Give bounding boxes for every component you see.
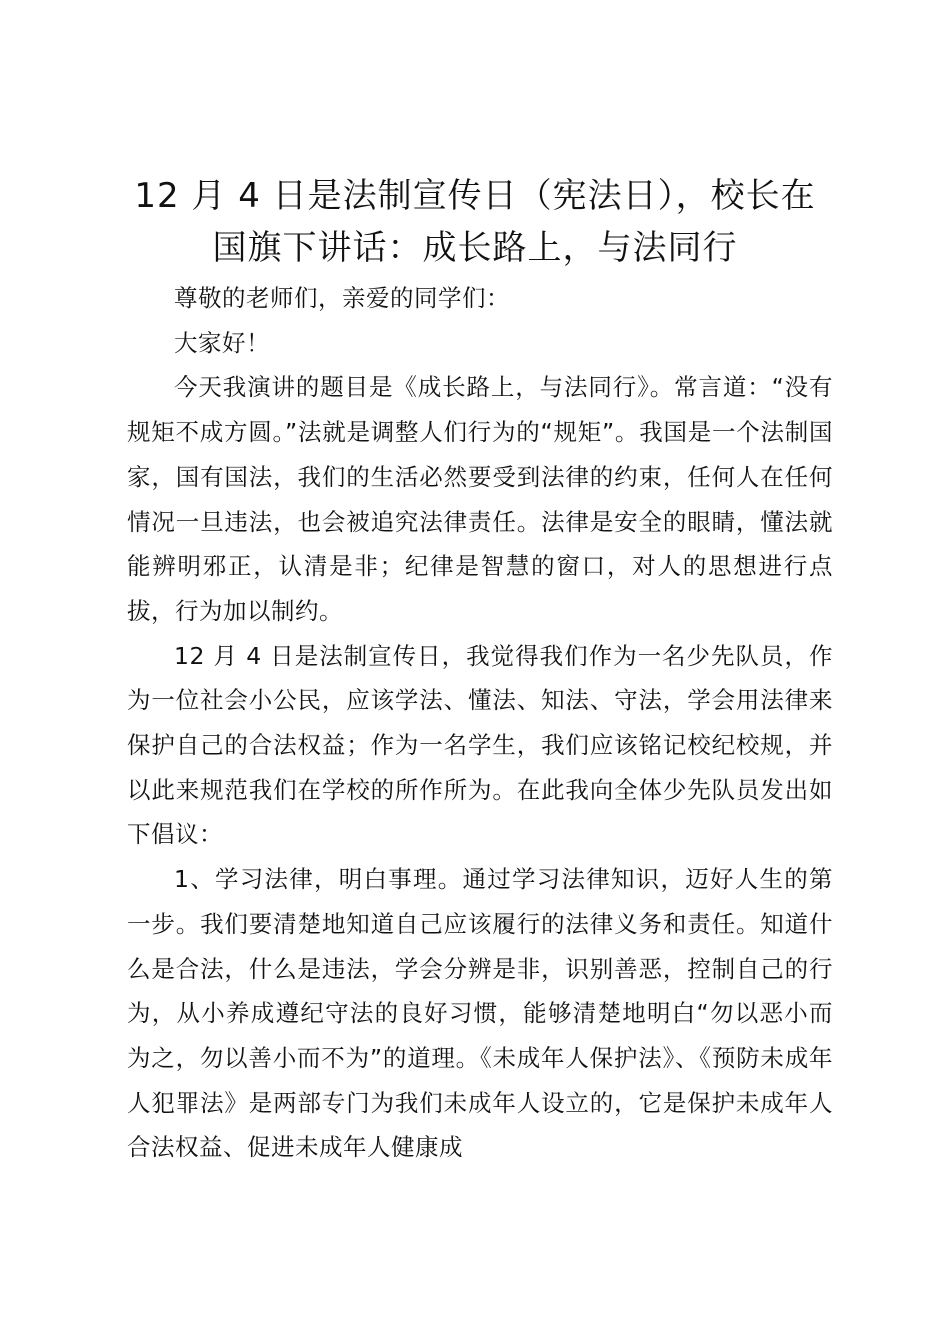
title-line-1: 12 月 4 日是法制宣传日（宪法日），校长在: [134, 176, 816, 216]
greeting: 大家好！: [174, 328, 270, 357]
title-line-2: 国旗下讲话：成长路上，与法同行: [212, 228, 738, 268]
document-body: [127, 276, 833, 1170]
paragraph-proposal-1: 1、学习法律，明白事理。通过学习法律知识，迈好人生的第一步。我们要清楚地知道自己应该履行的法律义务和责任。知道什么是合法，什么是违法，学会分辨是非，识别善恶，控制自己的行为，从小养成遵纪守法的良好习惯，能够清楚地明白“勿以恶小而为之，勿以善小而不为”的道理。《未成年人保护法》、《预防未成年人犯罪法》是两部专门为我们未成年人设立的，它是保护未成年人合法权益、促进未成年人健康成: [127, 865, 833, 1162]
salutation: 尊敬的老师们，亲爱的同学们：: [174, 284, 510, 312]
document-title: [100, 170, 850, 274]
paragraph-intro: 今天我演讲的题目是《成长路上，与法同行》。常言道：“没有规矩不成方圆。”法就是调整人们行为的“规矩”。我国是一个法制国家，国有国法，我们的生活必然要受到法律的约束，任何人在任何情况一旦违法，也会被追究法律责任。法律是安全的眼睛，懂法就能辨明邪正，认清是非；纪律是智慧的窗口，对人的思想进行点拔，行为加以制约。: [127, 373, 833, 625]
paragraph-legal-day: 12 月 4 日是法制宣传日，我觉得我们作为一名少先队员，作为一位社会小公民，应该学法、懂法、知法、守法，学会用法律来保护自己的合法权益；作为一名学生，我们应该铭记校纪校规，并以此来规范我们在学校的所作所为。在此我向全体少先队员发出如下倡议：: [127, 641, 833, 849]
